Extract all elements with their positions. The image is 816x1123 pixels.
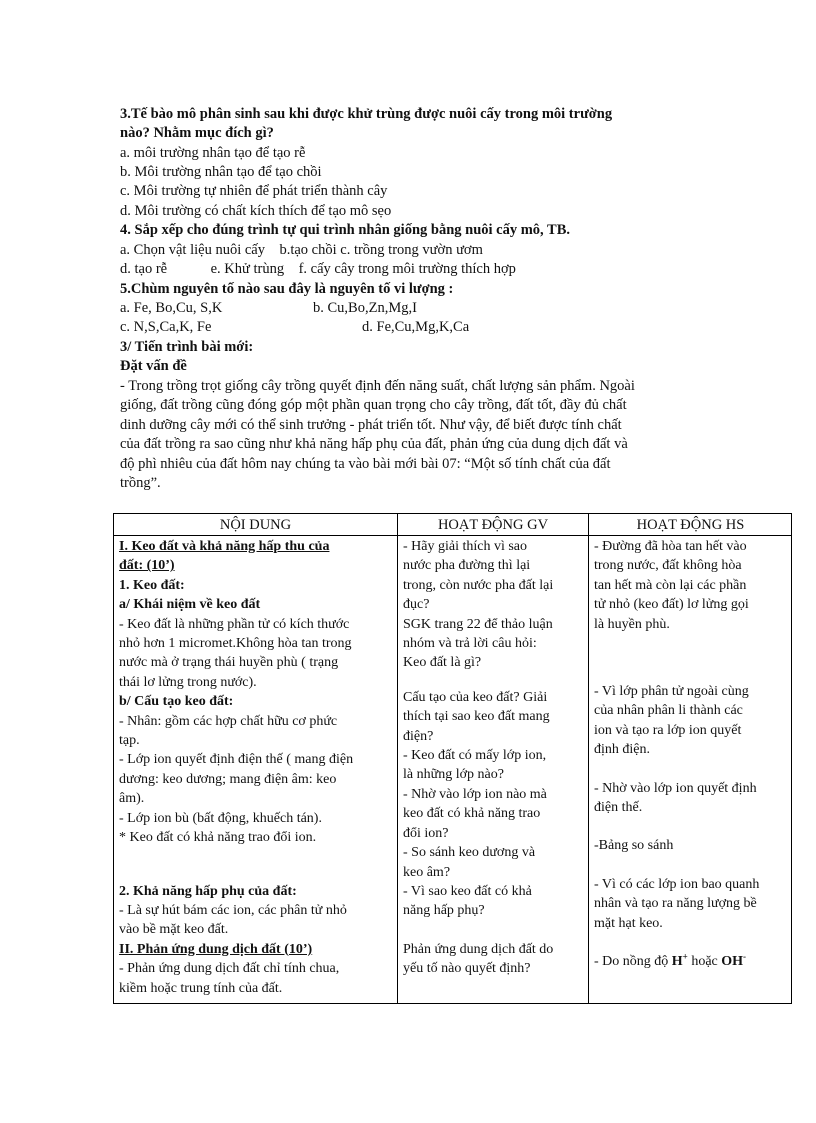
question-3-option-c: c. Môi trường tự nhiên để phát triển thành cây [120,183,388,199]
content-line: - Keo đất là những phần tử có kích thước [119,616,350,632]
student-line: là huyền phù. [594,616,670,632]
student-line: định điện. [594,742,650,758]
content-line: * Keo đất có khả năng trao đổi ion. [119,830,317,846]
content-line: tạp. [119,733,140,749]
column-divider [397,514,398,1003]
teacher-line: Cấu tạo của keo đất? Giải [403,689,548,705]
teacher-line: nhóm và trả lời câu hỏi: [403,636,537,652]
teacher-line: trong, còn nước pha đất lại [403,577,554,593]
teacher-line: Phản ứng dung dịch đất do [403,941,554,957]
teacher-line: - Vì sao keo đất có khả [403,883,532,899]
content-line: - Nhân: gồm các hợp chất hữu cơ phức [119,713,338,729]
intro-paragraph-line-4: của đất trồng ra sao cũng như khả năng hấp phụ của đất, phản ứng của dung dịch đất và [120,436,628,452]
student-line: - Vì lớp phân tử ngoài cùng [594,684,749,700]
teacher-line: đục? [403,597,430,613]
header-teacher-activity: HOẠT ĐỘNG GV [437,517,549,533]
question-3-line-1: 3.Tế bào mô phân sinh sau khi được khử trùng được nuôi cấy trong môi trường [120,106,613,122]
question-3-line-2: nào? Nhằm mục đích gì? [120,125,274,141]
content-line: âm). [119,791,145,807]
text-fragment: OH [721,954,744,970]
hydrogen-ion [671,951,688,970]
question-4-title: 4. Sắp xếp cho đúng trình tự qui trình nhân giống bằng nuôi cấy mô, TB. [120,222,571,238]
content-line: - Là sự hút bám các ion, các phân tử nhỏ [119,902,347,918]
hydroxide-ion [721,951,747,970]
question-3-option-a: a. môi trường nhân tạo để tạo rễ [120,145,306,161]
content-line: nhỏ hơn 1 micromet.Không hòa tan trong [119,636,352,652]
intro-paragraph-line-1: - Trong trồng trọt giống cây trồng quyết định đến năng suất, chất lượng sản phẩm. Ngoài [120,378,635,394]
student-line: ion và tạo ra lớp ion quyết [594,722,742,738]
teacher-line: keo đất có khả năng trao [403,806,541,822]
content-line: vào bề mặt keo đất. [119,922,229,938]
header-divider [114,535,791,536]
student-line: - Vì có các lớp ion bao quanh [594,876,760,892]
teacher-line: đổi ion? [403,825,449,841]
student-column [594,537,790,972]
student-line: nhân và tạo ra năng lượng bề [594,896,757,912]
intro-paragraph-line-6: trồng”. [120,475,161,491]
teacher-line: điện? [403,728,434,744]
question-5-title: 5.Chùm nguyên tố nào sau đây là nguyên tố vi lượng : [120,281,454,297]
teacher-line: năng hấp phụ? [403,903,485,919]
teacher-line: SGK trang 22 để thảo luận [403,616,553,632]
student-line: của nhân phân li thành các [594,703,743,719]
superscript-minus: - [743,951,747,962]
header-content: NỘI DUNG [219,517,292,533]
intro-paragraph-line-2: giống, đất trồng cũng đóng góp một phần quan trọng cho cây trồng, đất tốt, đầy đủ chất [120,397,627,413]
subsection-2-title: 2. Khả năng hấp phụ của đất: [119,883,297,899]
column-divider [588,514,589,1003]
question-5-option-d: d. Fe,Cu,Mg,K,Ca [362,319,470,335]
text-fragment: H [671,954,683,970]
teacher-line: nước pha đường thì lại [403,558,531,574]
student-line: trong nước, đất không hòa [594,558,742,574]
section-1-title: I. Keo đất và khả năng hấp thu của [119,539,330,554]
question-4-options-line-1: a. Chọn vật liệu nuôi cấy b.tạo chồi c. trồng trong vườn ươm [120,242,483,258]
student-line: tan hết mà còn lại các phần [594,577,747,593]
question-4-options-line-2: d. tạo rễ e. Khử trùng f. cấy cây trong môi trường thích hợp [120,261,516,277]
question-5-option-c: c. N,S,Ca,K, Fe [120,319,212,335]
content-line: nước mà ở trạng thái huyền phù ( trạng [119,655,339,671]
content-column [119,537,395,998]
superscript-plus: + [682,951,688,962]
student-line: -Bảng so sánh [594,838,674,854]
lesson-table [113,513,792,1004]
teacher-line: - Nhờ vào lớp ion nào mà [403,786,547,802]
student-line: - Nhờ vào lớp ion quyết định [594,780,757,796]
student-line: - Đường đã hòa tan hết vào [594,539,747,554]
header-student-activity: HOẠT ĐỘNG HS [636,517,745,533]
section-1-title-cont: đất: (10’) [119,558,175,574]
intro-paragraph-line-5: độ phì nhiêu của đất hôm nay chúng ta vào bài mới bài 07: “Một số tính chất của đất [120,456,611,472]
text-fragment: - Do nồng độ [594,954,672,970]
content-line: kiềm hoặc trung tính của đất. [119,980,283,996]
teacher-line: là những lớp nào? [403,767,504,783]
section-3-heading: 3/ Tiến trình bài mới: [120,339,254,355]
teacher-line: thích tại sao keo đất mang [403,709,550,725]
teacher-line: yếu tố nào quyết định? [403,961,531,977]
student-line: mặt hạt keo. [594,915,663,931]
student-line: điện thế. [594,800,643,816]
text-fragment: hoặc [687,954,722,970]
subsection-1b-title: b/ Cấu tạo keo đất: [119,694,234,710]
subsection-1-title: 1. Keo đất: [119,577,185,593]
problem-statement-heading: Đặt vấn đề [120,358,187,374]
subsection-1a-title: a/ Khái niệm về keo đất [119,597,261,613]
student-line: tử nhỏ (keo đất) lơ lửng gọi [594,597,749,613]
teacher-line: - Keo đất có mấy lớp ion, [403,748,547,764]
teacher-line: keo âm? [403,864,451,880]
content-line: - Lớp ion bù (bất động, khuếch tán). [119,810,322,826]
teacher-column [403,537,587,979]
question-3-option-b: b. Môi trường nhân tạo để tạo chồi [120,164,322,180]
section-2-title: II. Phản ứng dung dịch đất (10’) [119,941,313,957]
teacher-line: Keo đất là gì? [403,655,482,671]
teacher-line: - Hãy giải thích vì sao [403,539,528,554]
question-5-option-b: b. Cu,Bo,Zn,Mg,I [313,300,417,316]
content-line: - Lớp ion quyết định điện thế ( mang điện [119,752,354,768]
teacher-line: - So sánh keo dương và [403,845,536,861]
content-line: - Phản ứng dung dịch đất chỉ tính chua, [119,961,340,977]
content-line: thái lơ lửng trong nước). [119,674,257,690]
question-3-option-d: d. Môi trường có chất kích thích để tạo mô sẹo [120,203,392,219]
content-line: dương: keo dương; mang điện âm: keo [119,771,337,787]
question-5-option-a: a. Fe, Bo,Cu, S,K [120,300,223,316]
intro-paragraph-line-3: dinh dưỡng cây mới có thể sinh trưởng - phát triển tốt. Như vậy, để biết được tính chất [120,417,622,433]
student-line-concentration [594,952,790,971]
